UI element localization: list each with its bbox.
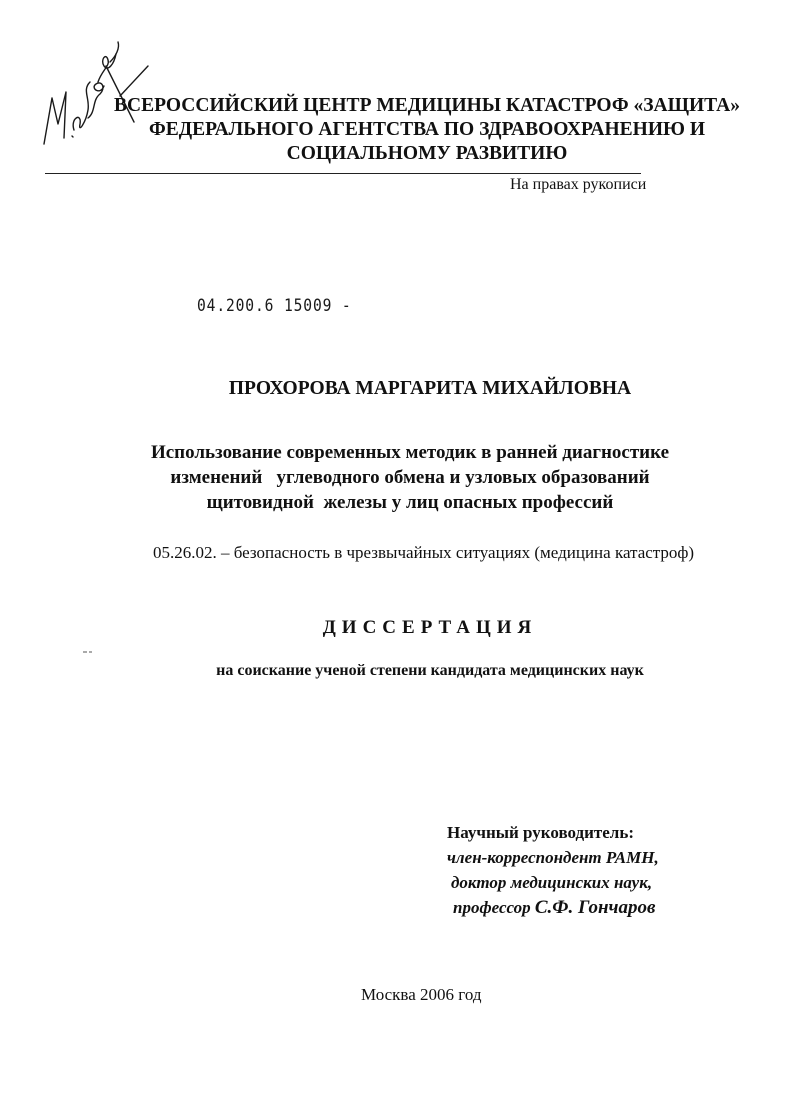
author-name: ПРОХОРОВА МАРГАРИТА МИХАЙЛОВНА xyxy=(228,378,632,399)
title-line-3: щитовидной железы у лиц опасных профессий xyxy=(206,492,614,513)
degree-statement: на соискание ученой степени кандидата медицинских наук xyxy=(216,662,644,679)
rights-note: На правах рукописи xyxy=(510,176,647,193)
city-year: Москва 2006 год xyxy=(361,985,482,1004)
title-line-1: Использование современных методик в ранней диагностике xyxy=(150,442,670,463)
title-line-2: изменений углеводного обмена и узловых образований xyxy=(170,467,650,488)
registration-stamp: 04.200.6 15009 - xyxy=(197,296,352,316)
dissertation-title xyxy=(0,440,794,515)
supervisor-rank: член-корреспондент РАМН, xyxy=(447,848,659,867)
supervisor-degree: доктор медицинских наук, xyxy=(451,873,653,892)
supervisor-label: Научный руководитель: xyxy=(447,823,634,842)
org-line-3: СОЦИАЛЬНОМУ РАЗВИТИЮ xyxy=(286,143,568,164)
org-line-2: ФЕДЕРАЛЬНОГО АГЕНТСТВА ПО ЗДРАВООХРАНЕНИЮ И xyxy=(148,119,706,140)
scan-mark xyxy=(83,650,93,654)
org-line-1: ВСЕРОССИЙСКИЙ ЦЕНТР МЕДИЦИНЫ КАТАСТРОФ «ЗАЩИТА» xyxy=(113,95,741,116)
supervisor-name: С.Ф. Гончаров xyxy=(534,897,656,918)
specialty-code: 05.26.02. – безопасность в чрезвычайных ситуациях (медицина катастроф) xyxy=(153,543,695,562)
document-type: ДИССЕРТАЦИЯ xyxy=(322,617,538,638)
supervisor-block xyxy=(447,820,659,920)
supervisor-position: профессор xyxy=(453,898,531,917)
organization-header xyxy=(60,94,794,166)
header-divider xyxy=(45,173,641,174)
supervisor-title-line xyxy=(447,895,659,920)
